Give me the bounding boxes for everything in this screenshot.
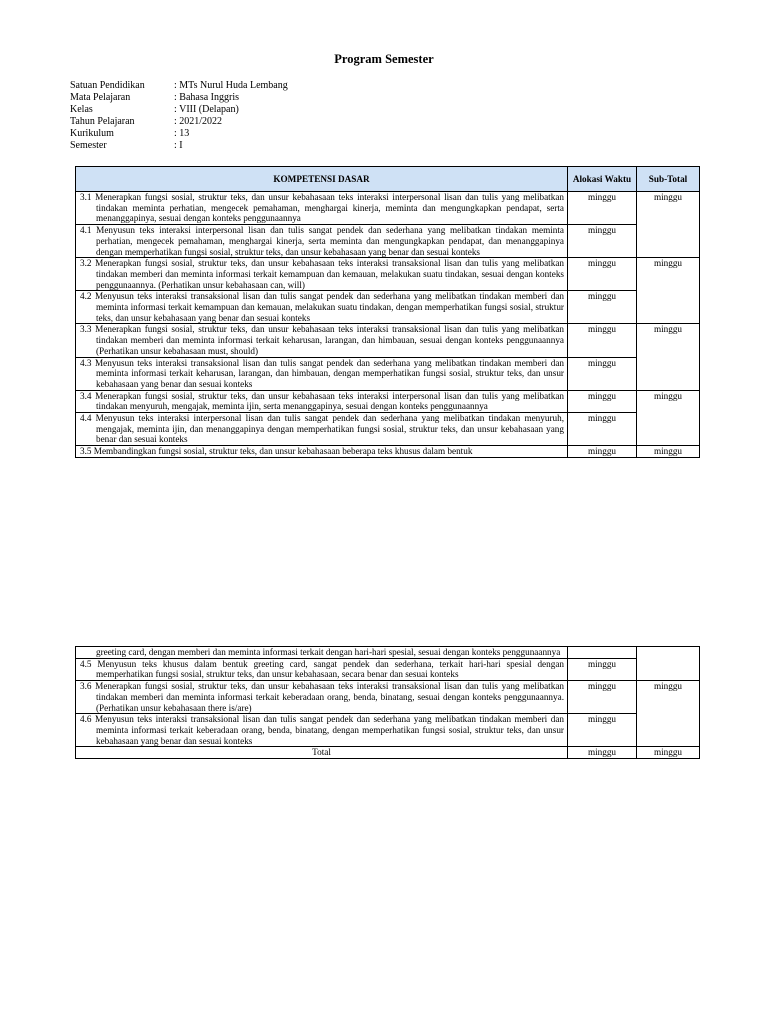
kd-text: 3.1 Menerapkan fungsi sosial, struktur teks, dan unsur kebahasaan teks interaksi interpersonal lisan dan tulis yang melibatkan tindakan meminta perhatian, mengecek pemahaman, menghargai kinerja, meminta dan mengungkapkan pendapat, serta menanggapinya, sesuai dengan konteks penggunaannya: [80, 192, 564, 224]
subtotal-cell: minggu: [637, 390, 700, 446]
table-row: [76, 324, 700, 357]
kd-text: 4.4 Menyusun teks interaksi interpersonal lisan dan tulis sangat pendek dan sederhana yang melibatkan tindakan menyuruh, mengajak, meminta ijin, dan menanggapinya dengan memperhatikan fungsi sosial, struktur teks, dan unsur kebahasaan yang benar dan sesuai konteks: [80, 413, 564, 445]
table-row: [76, 357, 700, 390]
kd-cell: [76, 658, 568, 680]
alokasi-cell: minggu: [568, 390, 637, 412]
meta-value: : 2021/2022: [174, 116, 223, 128]
alokasi-cell: minggu: [568, 413, 637, 446]
kd-text: 3.3 Menerapkan fungsi sosial, struktur teks, dan unsur kebahasaan teks interaksi transaksional lisan dan tulis yang melibatkan tindakan memberi dan meminta informasi terkait keharusan, larangan, dan himbauan, sesuai dengan konteks penggunaannya (Perhatikan unsur kebahasaan must, should): [80, 324, 564, 356]
table-row: [76, 446, 700, 458]
total-subtotal: minggu: [637, 747, 700, 759]
meta-row: [70, 92, 288, 104]
header-kompetensi-dasar: KOMPETENSI DASAR: [76, 167, 568, 192]
total-label: Total: [76, 747, 568, 759]
kd-cell: [76, 291, 568, 324]
meta-label: Satuan Pendidikan: [70, 80, 145, 91]
table-row: [76, 258, 700, 291]
table-row: [76, 681, 700, 714]
kd-cell: [76, 357, 568, 390]
meta-value: : 13: [174, 128, 190, 140]
alokasi-cell: minggu: [568, 258, 637, 291]
table-row: [76, 413, 700, 446]
header-sub-total: Sub-Total: [637, 167, 700, 192]
table-row: [76, 714, 700, 747]
kd-cell: [76, 390, 568, 412]
meta-label: Tahun Pelajaran: [70, 116, 135, 128]
meta-row: [70, 140, 288, 152]
meta-value: : Bahasa Inggris: [174, 92, 239, 104]
meta-row: [70, 80, 288, 92]
alokasi-cell: minggu: [568, 658, 637, 680]
alokasi-cell: minggu: [568, 324, 637, 357]
meta-row: [70, 128, 288, 140]
kd-cell: [76, 413, 568, 446]
meta-label: Kelas: [70, 104, 93, 116]
kd-text: 4.3 Menyusun teks interaksi transaksional lisan dan tulis sangat pendek dan sederhana yang melibatkan tindakan memberi dan meminta informasi terkait keharusan, larangan, dan himbauan, dengan memperhatikan fungsi sosial, struktur teks, dan unsur kebahasaan yang benar dan sesuai konteks: [80, 357, 564, 389]
meta-label: Semester: [70, 140, 107, 152]
subtotal-cell: minggu: [637, 258, 700, 324]
kd-text: greeting card, dengan memberi dan meminta informasi terkait dengan hari-hari spesial, sesuai dengan konteks penggunaannya: [96, 647, 561, 657]
kd-text: 3.4 Menerapkan fungsi sosial, struktur teks, dan unsur kebahasaan teks interaksi interpersonal lisan dan tulis yang melibatkan tindakan menyuruh, mengajak, meminta ijin, serta menanggapinya, sesuai dengan konteks penggunaannya: [80, 390, 564, 412]
kd-cell: [76, 647, 568, 659]
total-row: [76, 747, 700, 759]
kd-text-clip: [80, 446, 564, 456]
table-row: [76, 658, 700, 680]
subtotal-cell: [637, 647, 700, 681]
kd-text: 4.1 Menyusun teks interaksi interpersonal lisan dan tulis sangat pendek dan sederhana yang melibatkan tindakan meminta perhatian, mengecek pemahaman, menghargai kinerja, serta meminta dan mengungkapkan pendapat, dan menanggapinya dengan memperhatikan fungsi sosial, struktur teks, dan unsur kebahasaan yang benar dan sesuai konteks: [80, 225, 564, 257]
meta-value: : I: [174, 140, 183, 152]
kd-cell: [76, 324, 568, 357]
table-row: [76, 647, 700, 659]
subtotal-cell: minggu: [637, 681, 700, 747]
subtotal-cell: minggu: [637, 446, 700, 458]
kd-cell: [76, 714, 568, 747]
alokasi-cell: minggu: [568, 225, 637, 258]
meta-row: [70, 104, 288, 116]
meta-row: [70, 116, 288, 128]
kd-text: 4.2 Menyusun teks interaksi transaksional lisan dan tulis sangat pendek dan sederhana yang melibatkan tindakan memberi dan meminta informasi terkait kemampuan dan kemauan, melakukan suatu tindakan, dengan memperhatikan fungsi sosial, struktur teks, dan unsur kebahasaan yang benar dan sesuai konteks: [80, 291, 564, 323]
table-row: [76, 192, 700, 225]
subtotal-cell: minggu: [637, 192, 700, 258]
meta-value: : MTs Nurul Huda Lembang: [174, 80, 288, 91]
kd-cell: [76, 192, 568, 225]
kd-text: 4.5 Menyusun teks khusus dalam bentuk greeting card, sangat pendek dan sederhana, terkait hari-hari spesial dengan memperhatikan fungsi sosial, struktur teks, dan unsur kebahasaan, secara benar dan sesuai konteks: [80, 658, 564, 680]
kd-text: 4.6 Menyusun teks interaksi transaksional lisan dan tulis sangat pendek dan sederhana yang melibatkan tindakan memberi dan meminta informasi terkait keberadaan orang, benda, binatang, dengan memperhatikan fungsi sosial, struktur teks, dan unsur kebahasaan yang benar dan sesuai konteks: [80, 714, 564, 746]
table-row: [76, 390, 700, 412]
kd-text: 3.2 Menerapkan fungsi sosial, struktur teks, dan unsur kebahasaan teks interaksi transaksional lisan dan tulis yang melibatkan tindakan memberi dan meminta informasi terkait kemampuan dan kemauan, melakukan suatu tindakan, sesuai dengan konteks penggunaannya. (Perhatikan unsur kebahasaan can, will): [80, 258, 564, 290]
alokasi-cell: minggu: [568, 357, 637, 390]
meta-label: Mata Pelajaran: [70, 92, 131, 104]
program-table-continued: [75, 646, 700, 759]
kd-cell: [76, 446, 568, 458]
alokasi-cell: [568, 647, 637, 659]
kd-cell: [76, 681, 568, 714]
kd-text: 3.6 Menerapkan fungsi sosial, struktur teks, dan unsur kebahasaan teks interaksi transaksional lisan dan tulis yang melibatkan tindakan memberi dan meminta informasi terkait keberadaan orang, benda, binatang, sesuai dengan konteks penggunaannya. (Perhatikan unsur kebahasaan there is/are): [80, 681, 564, 713]
alokasi-cell: minggu: [568, 192, 637, 225]
page-title: Program Semester: [334, 52, 434, 66]
table-row: [76, 225, 700, 258]
alokasi-cell: minggu: [568, 446, 637, 458]
table-row: [76, 291, 700, 324]
kd-cell: [76, 258, 568, 291]
meta-value: : VIII (Delapan): [174, 104, 239, 116]
program-table: [75, 166, 700, 458]
header-alokasi-waktu: Alokasi Waktu: [568, 167, 637, 192]
meta-label: Kurikulum: [70, 128, 114, 140]
total-alokasi: minggu: [568, 747, 637, 759]
table-header-row: [76, 167, 700, 192]
kd-text: 3.5 Membandingkan fungsi sosial, struktur teks, dan unsur kebahasaan beberapa teks khusus dalam bentuk: [80, 446, 473, 457]
subtotal-cell: minggu: [637, 324, 700, 390]
alokasi-cell: minggu: [568, 291, 637, 324]
kd-cell: [76, 225, 568, 258]
document-meta: [70, 80, 288, 153]
alokasi-cell: minggu: [568, 714, 637, 747]
alokasi-cell: minggu: [568, 681, 637, 714]
